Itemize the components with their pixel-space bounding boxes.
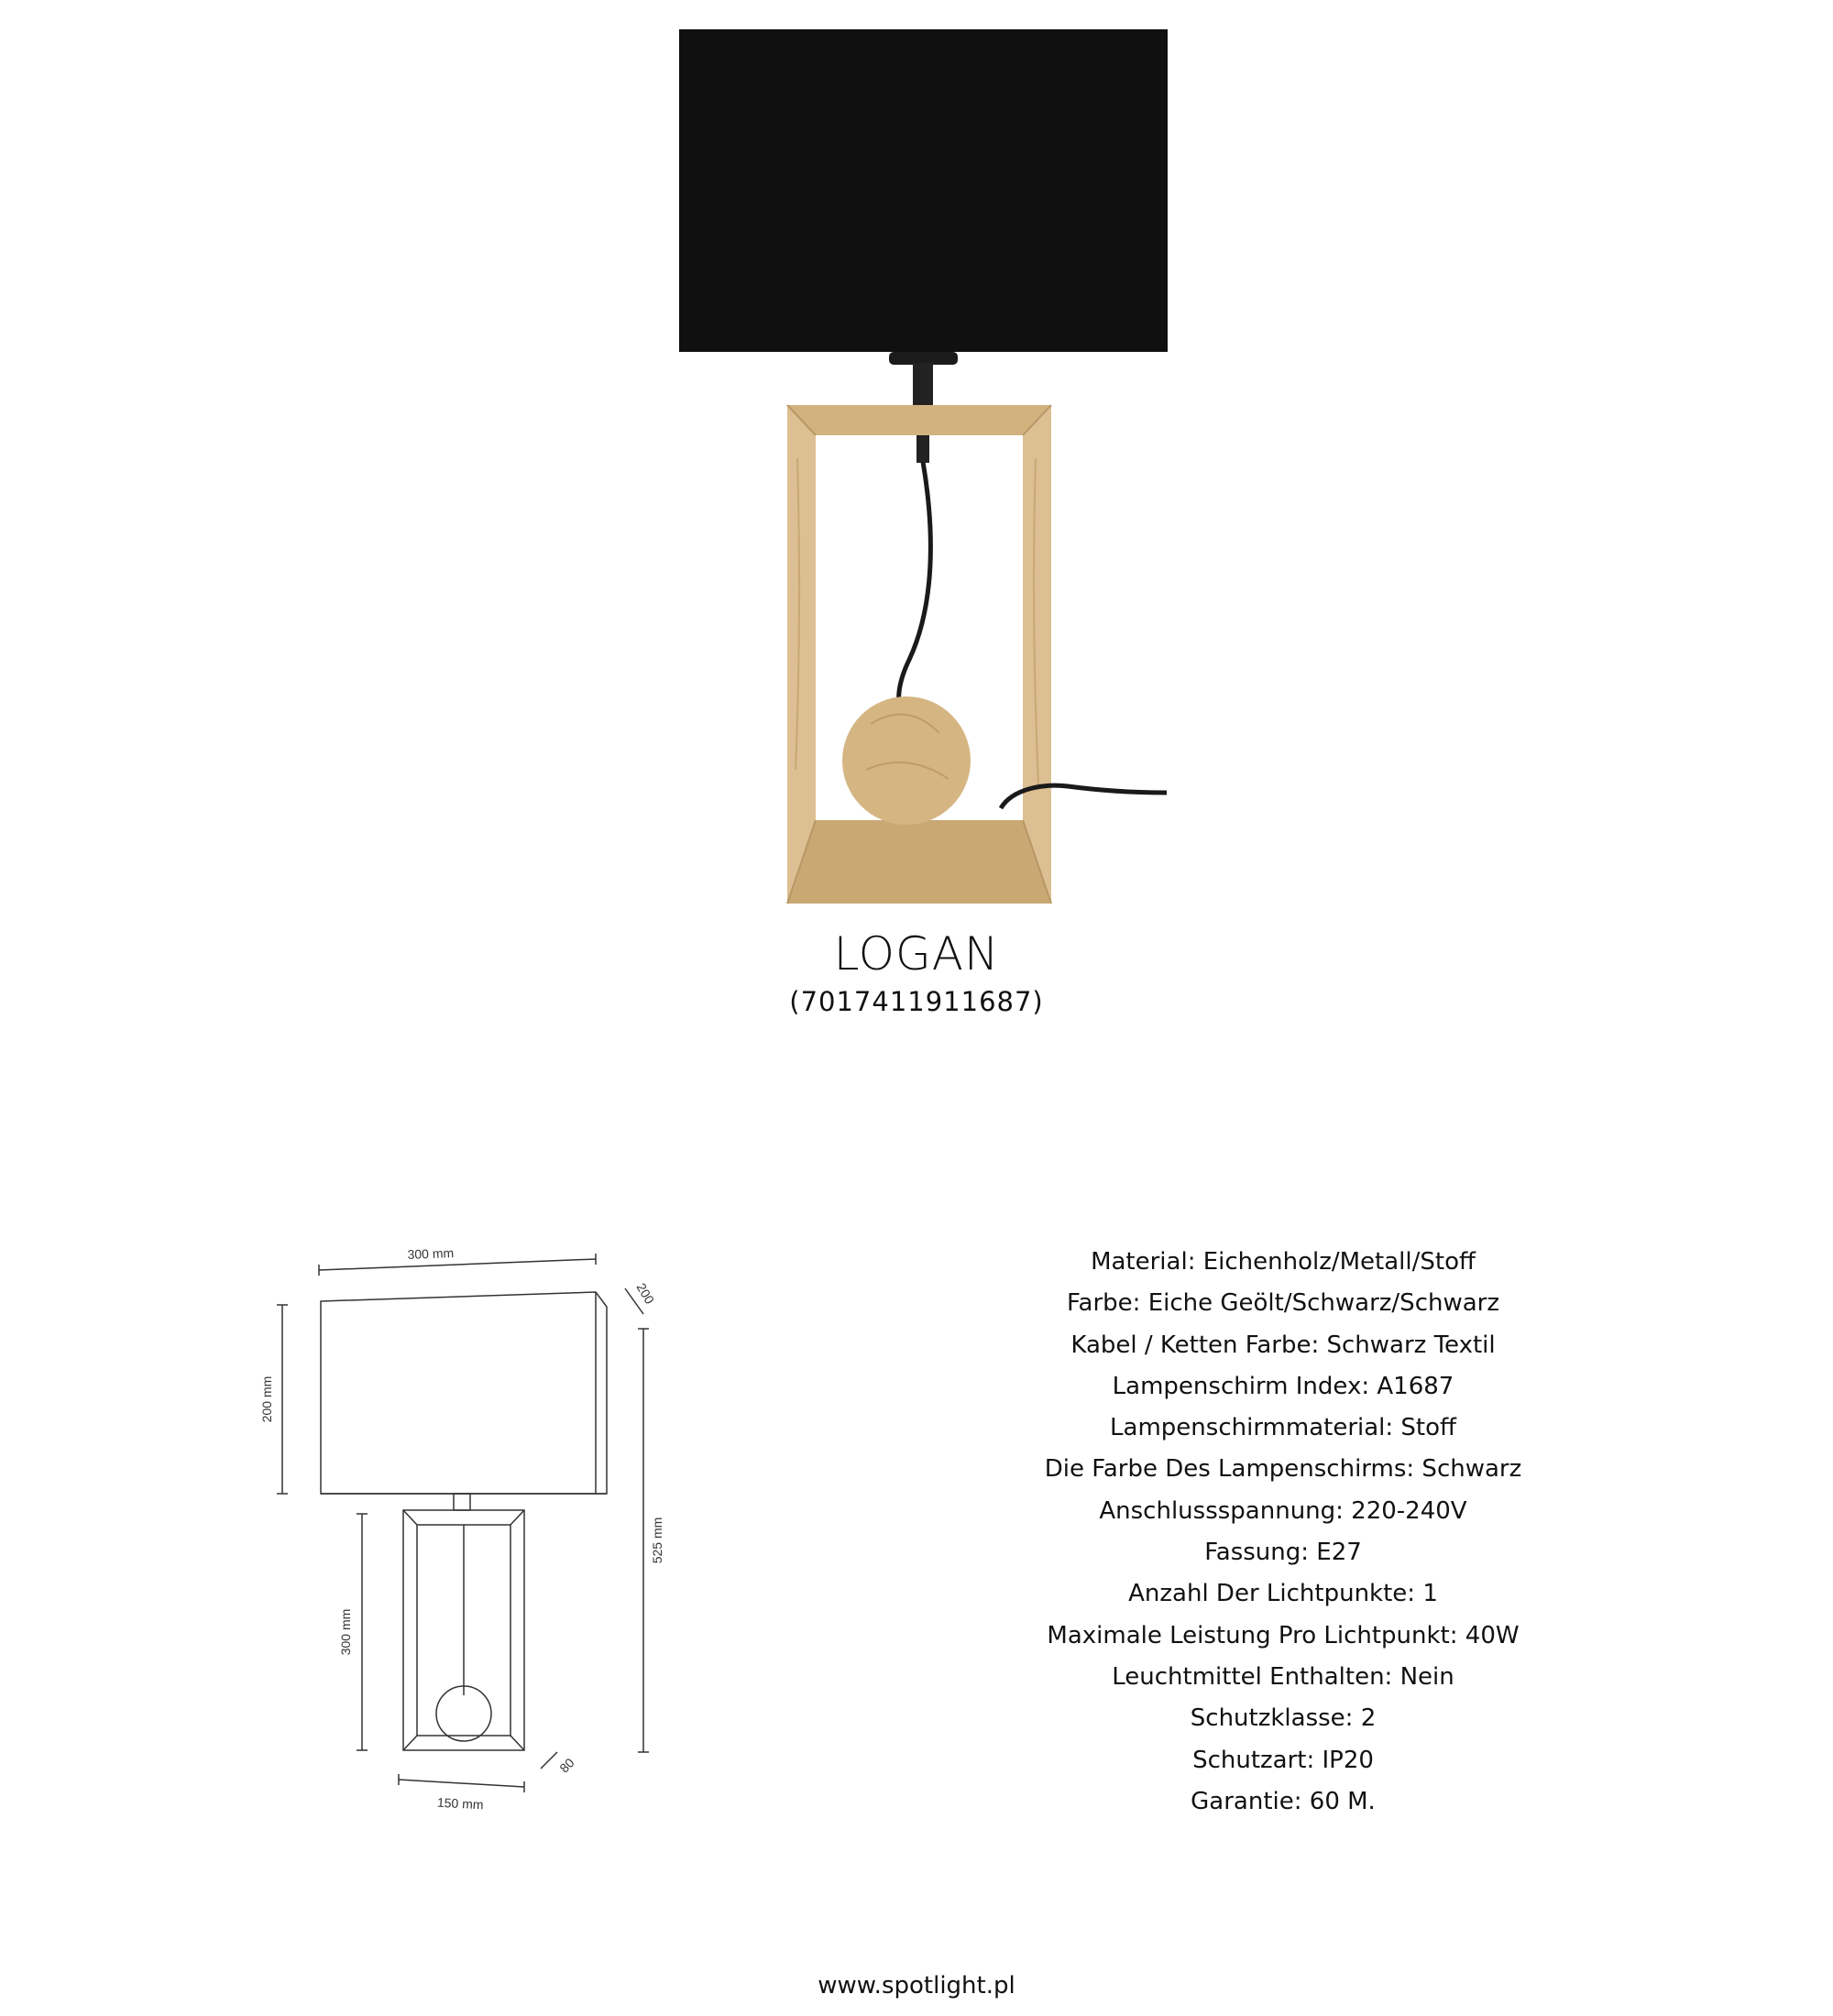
- product-code: (7017411911687): [789, 986, 1044, 1017]
- spec-item: Kabel / Ketten Farbe: Schwarz Textil: [1070, 1331, 1496, 1359]
- spec-item: Schutzart: IP20: [1192, 1746, 1374, 1774]
- lamp-socket: [889, 352, 958, 365]
- footer-url: www.spotlight.pl: [818, 1972, 1015, 2000]
- lamp-shade: [679, 29, 1168, 352]
- dim-height-base: 300 mm: [338, 1608, 353, 1656]
- spec-item: Leuchtmittel Enthalten: Nein: [1112, 1662, 1454, 1691]
- spec-item: Anzahl Der Lichtpunkte: 1: [1128, 1580, 1438, 1608]
- wooden-frame: [787, 405, 1051, 904]
- product-photo: [660, 18, 1173, 916]
- specs-list: [1008, 1242, 1558, 1823]
- spec-item: Farbe: Eiche Geölt/Schwarz/Schwarz: [1066, 1289, 1499, 1318]
- dim-width-total: 300 mm: [407, 1245, 455, 1262]
- spec-item: Die Farbe Des Lampenschirms: Schwarz: [1044, 1455, 1522, 1484]
- dim-height-shade: 200 mm: [259, 1375, 274, 1423]
- dim-depth-base: 80: [556, 1755, 577, 1776]
- spec-item: Anschlussspannung: 220-240V: [1099, 1496, 1467, 1525]
- spec-item: Material: Eichenholz/Metall/Stoff: [1091, 1248, 1476, 1276]
- spec-item: Maximale Leistung Pro Lichtpunkt: 40W: [1047, 1621, 1520, 1649]
- spec-item: Lampenschirmmaterial: Stoff: [1110, 1414, 1456, 1442]
- spec-item: Schutzklasse: 2: [1190, 1704, 1377, 1733]
- spec-item: Lampenschirm Index: A1687: [1112, 1372, 1454, 1400]
- dim-depth-shade: 200: [633, 1280, 658, 1307]
- product-name: LOGAN: [833, 927, 1000, 981]
- dim-height-total: 525 mm: [650, 1517, 664, 1564]
- spec-item: Fassung: E27: [1204, 1539, 1362, 1567]
- spec-item: Garantie: 60 M.: [1191, 1787, 1376, 1815]
- technical-drawing: [247, 1219, 687, 1824]
- dim-width-base: 150 mm: [436, 1794, 484, 1813]
